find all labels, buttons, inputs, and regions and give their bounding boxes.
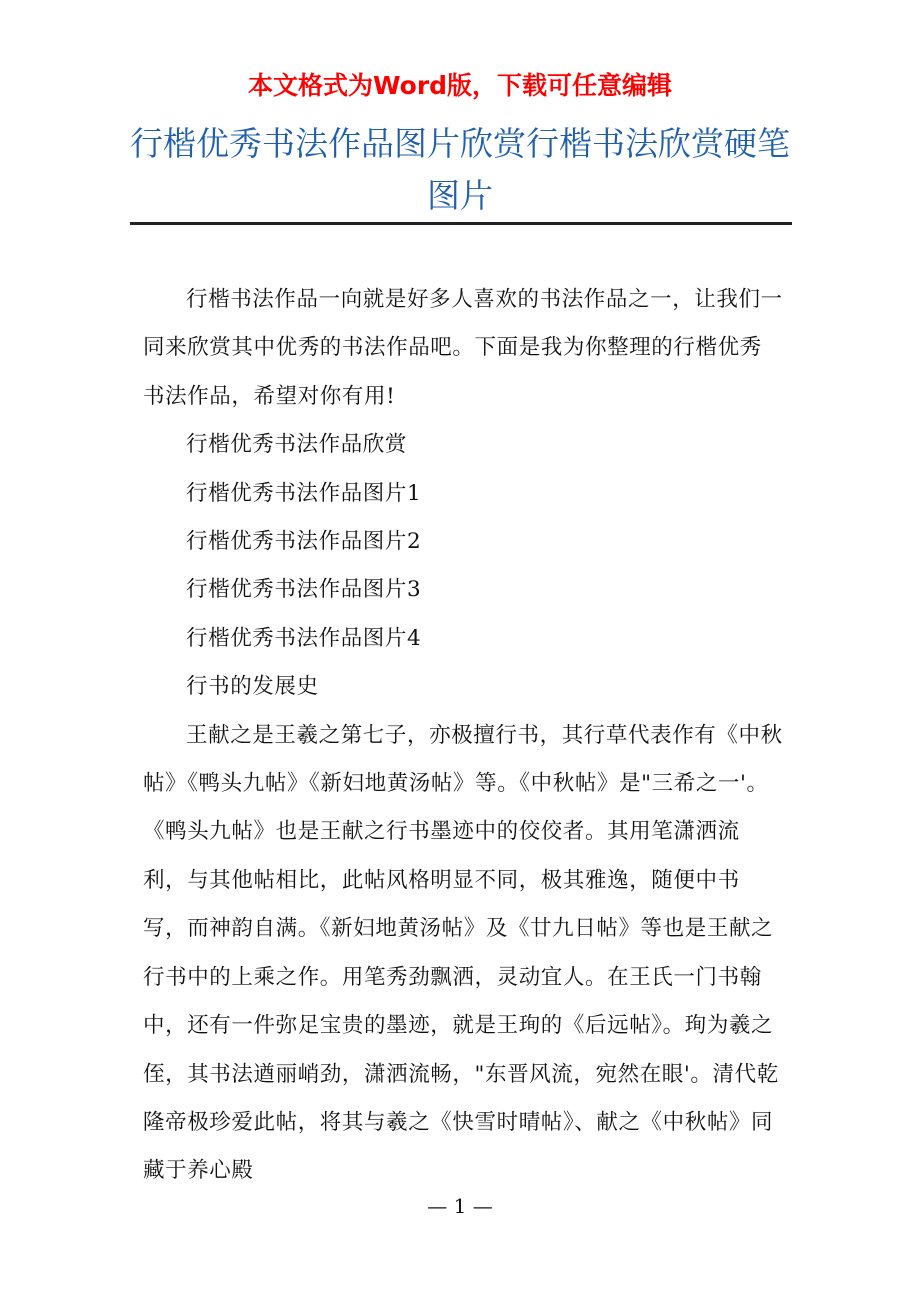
document-body <box>143 276 783 1196</box>
document-title: 行楷优秀书法作品图片欣赏行楷书法欣赏硬笔图片 <box>130 124 790 215</box>
history-paragraph: 王献之是王羲之第七子，亦极擅行书，其行草代表作有《中秋帖》《鸭头九帖》《新妇地黄汤帖》等。《中秋帖》是"三希之一'。《鸭头九帖》也是王献之行书墨迹中的佼佼者。其用笔潇洒流利，与其他帖相比，此帖风格明显不同，极其雅逸，随便中书写，而神韵自满。《新妇地黄汤帖》及《廿九日帖》等也是王献之行书中的上乘之作。用笔秀劲飘洒，灵动宜人。在王氏一门书翰中，还有一件弥足宝贵的墨迹，就是王珣的《后远帖》。珣为羲之侄，其书法遒丽峭劲，潇洒流畅，"东晋风流，宛然在眼'。清代乾隆帝极珍爱此帖，将其与羲之《快雪时晴帖》、献之《中秋帖》同藏于养心殿 <box>143 722 783 1184</box>
list-item: 行楷优秀书法作品图片4 <box>186 625 422 651</box>
title-divider <box>130 222 792 225</box>
list-item: 行楷优秀书法作品图片2 <box>186 529 422 555</box>
section-heading: 行书的发展史 <box>186 674 319 700</box>
intro-paragraph: 行楷书法作品一向就是好多人喜欢的书法作品之一，让我们一同来欣赏其中优秀的书法作品吧。下面是我为你整理的行楷优秀书法作品，希望对你有用! <box>143 287 783 409</box>
list-item: 行楷优秀书法作品欣赏 <box>186 432 408 458</box>
list-item: 行楷优秀书法作品图片3 <box>186 577 422 603</box>
format-banner: 本文格式为Word版，下载可任意编辑 <box>247 71 673 100</box>
page-number: — 1 — <box>427 1194 493 1218</box>
list-item: 行楷优秀书法作品图片1 <box>186 480 422 506</box>
